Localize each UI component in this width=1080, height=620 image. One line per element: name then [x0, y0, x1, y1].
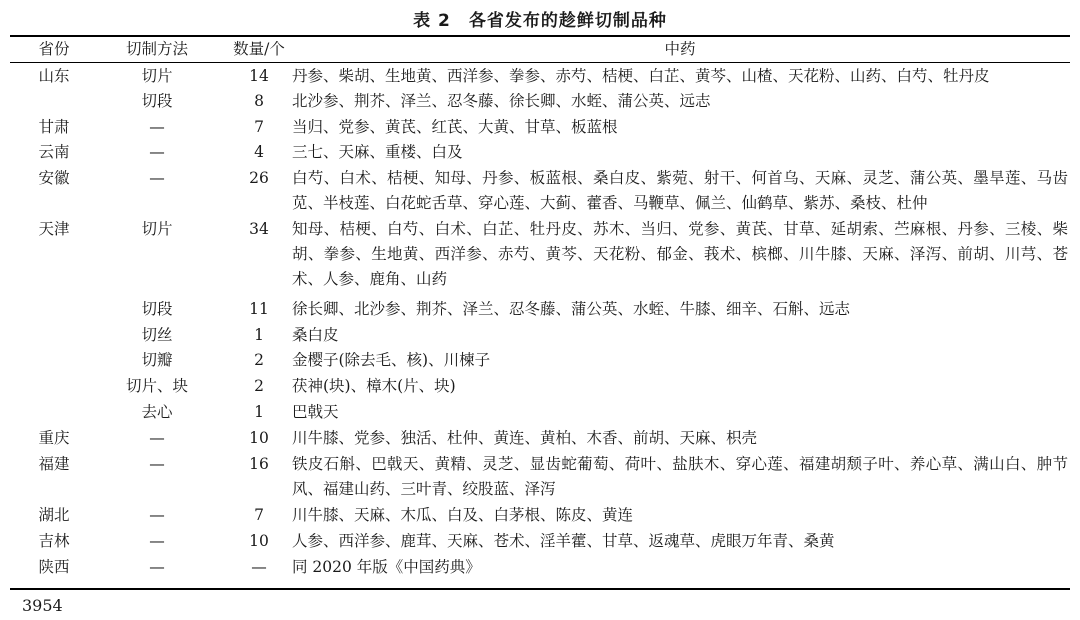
cell-herbs: 白芍、白术、桔梗、知母、丹参、板蓝根、桑白皮、紫菀、射干、何首乌、天麻、灵芝、蒲公英、墨旱莲、马齿苋、半枝莲、白花蛇舌草、穿心莲、大蓟、藿香、马鞭草、佩兰、仙鹤草、紫苏、桑枝、杜仲	[292, 169, 1068, 212]
table-bottom-rule	[10, 588, 1070, 590]
cell-herbs: 北沙参、荆芥、泽兰、忍冬藤、徐长卿、水蛭、蒲公英、远志	[292, 92, 711, 110]
cell-method: 切片	[141, 220, 173, 238]
cell-herbs: 川牛膝、天麻、木瓜、白及、白茅根、陈皮、黄连	[292, 506, 634, 524]
cell-herbs: 丹参、柴胡、生地黄、西洋参、拳参、赤芍、桔梗、白芷、黄芩、山楂、天花粉、山药、白芍、牡丹皮	[292, 67, 990, 85]
cell-province: 天津	[38, 220, 70, 238]
cell-province: 福建	[38, 455, 70, 473]
table-header-row	[10, 37, 1070, 61]
page-number: 3954	[22, 596, 63, 615]
cell-count: 26	[249, 169, 269, 187]
cell-count: 8	[254, 92, 264, 110]
cell-count: 11	[249, 300, 269, 318]
cell-province: 安徽	[38, 169, 70, 187]
cell-count: 10	[249, 429, 269, 447]
cell-method: 切丝	[141, 326, 173, 344]
header-count: 数量/个	[233, 40, 285, 58]
cell-method: —	[149, 429, 165, 447]
cell-herbs: 三七、天麻、重楼、白及	[292, 143, 463, 161]
cell-herbs: 当归、党参、黄芪、红芪、大黄、甘草、板蓝根	[292, 118, 618, 136]
cell-count: 7	[254, 118, 264, 136]
cell-method: —	[149, 118, 165, 136]
cell-count: —	[251, 558, 267, 576]
cell-count: 16	[249, 455, 269, 473]
cell-herbs: 铁皮石斛、巴戟天、黄精、灵芝、显齿蛇葡萄、荷叶、盐肤木、穿心莲、福建胡颓子叶、养心草、满山白、肿节风、福建山药、三叶青、绞股蓝、泽泻	[292, 455, 1068, 498]
cell-province: 甘肃	[38, 118, 70, 136]
cell-herbs: 巴戟天	[292, 403, 339, 421]
cell-herbs: 金樱子(除去毛、核)、川楝子	[292, 351, 491, 369]
header-method: 切制方法	[125, 40, 188, 58]
cell-herbs: 知母、桔梗、白芍、白术、白芷、牡丹皮、苏木、当归、党参、黄芪、甘草、延胡索、苎麻根、丹参、三棱、柴胡、拳参、生地黄、西洋参、赤芍、黄芩、天花粉、郁金、莪术、槟榔、川牛膝、天麻、泽泻、前胡、川芎、苍术、人参、鹿角、山药	[292, 220, 1068, 288]
cell-count: 14	[249, 67, 269, 85]
cell-herbs: 桑白皮	[292, 326, 339, 344]
header-province: 省份	[38, 40, 70, 58]
cell-province: 吉林	[38, 532, 70, 550]
cell-count: 1	[254, 403, 264, 421]
cell-method: —	[149, 455, 165, 473]
cell-count: 4	[254, 143, 264, 161]
table-header-rule	[10, 62, 1070, 63]
cell-count: 7	[254, 506, 264, 524]
cell-province: 云南	[38, 143, 70, 161]
cell-method: 切段	[141, 92, 173, 110]
cell-province: 山东	[38, 67, 70, 85]
cell-method: —	[149, 143, 165, 161]
cell-herbs: 茯神(块)、樟木(片、块)	[292, 377, 456, 395]
cell-method: —	[149, 558, 165, 576]
cell-herbs: 同 2020 年版《中国药典》	[292, 558, 481, 576]
cell-herbs: 人参、西洋参、鹿茸、天麻、苍术、淫羊藿、甘草、返魂草、虎眼万年青、桑黄	[292, 532, 835, 550]
cell-count: 2	[254, 351, 264, 369]
cell-province: 湖北	[38, 506, 70, 524]
cell-method: 去心	[141, 403, 173, 421]
cell-count: 10	[249, 532, 269, 550]
cell-province: 陕西	[38, 558, 70, 576]
cell-method: 切片、块	[125, 377, 188, 395]
cell-method: 切段	[141, 300, 173, 318]
cell-herbs: 徐长卿、北沙参、荆芥、泽兰、忍冬藤、蒲公英、水蛭、牛膝、细辛、石斛、远志	[292, 300, 851, 318]
cell-method: 切片	[141, 67, 173, 85]
cell-method: —	[149, 532, 165, 550]
cell-count: 2	[254, 377, 264, 395]
header-herbs: 中药	[664, 40, 696, 58]
cell-count: 1	[254, 326, 264, 344]
cell-method: —	[149, 169, 165, 187]
cell-herbs: 川牛膝、党参、独活、杜仲、黄连、黄柏、木香、前胡、天麻、枳壳	[292, 429, 758, 447]
cell-method: 切瓣	[141, 351, 173, 369]
cell-method: —	[149, 506, 165, 524]
cell-province: 重庆	[38, 429, 70, 447]
table-title: 表 2 各省发布的趁鲜切制品种	[413, 11, 667, 31]
cell-count: 34	[249, 220, 269, 238]
